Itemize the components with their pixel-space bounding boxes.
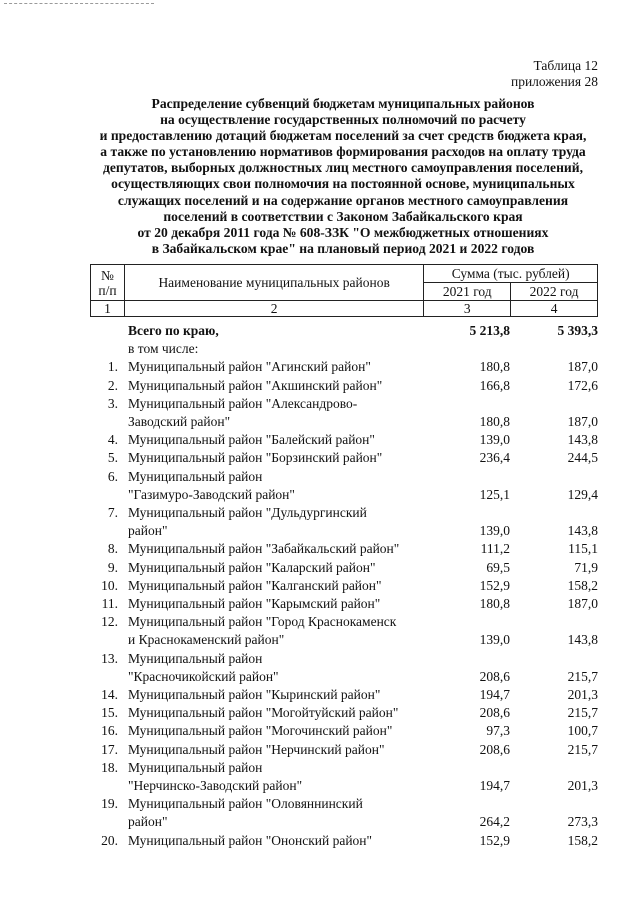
value-2022: 100,7	[567, 723, 598, 739]
value-2021: 180,8	[479, 414, 510, 430]
table-row	[0, 358, 640, 376]
scan-artifact-line	[4, 3, 154, 4]
value-2021: 194,7	[479, 778, 510, 794]
row-number: 13.	[101, 650, 118, 666]
value-2021: 236,4	[479, 450, 510, 466]
table-row	[0, 577, 640, 595]
district-name-line: Муниципальный район "Дульдургинский	[128, 505, 367, 521]
district-name-line: Муниципальный район "Каларский район"	[128, 559, 376, 575]
district-name	[128, 741, 418, 759]
row-number: 19.	[101, 796, 118, 812]
district-name	[128, 650, 418, 686]
title-line: от 20 декабря 2011 года № 608-ЗЗК "О межбюджетных отношениях	[137, 224, 549, 240]
district-name	[128, 795, 418, 831]
row-number: 10.	[101, 577, 118, 593]
table-row	[0, 741, 640, 759]
district-name-line: Муниципальный район "Агинский район"	[128, 359, 371, 375]
value-2022: 187,0	[567, 414, 598, 430]
title-line: осуществляющих свои полномочия на постоянной основе, муниципальных	[111, 176, 575, 192]
title-line: служащих поселений и на содержание органов местного самоуправления	[117, 192, 569, 208]
district-name	[128, 595, 418, 613]
table-row	[0, 504, 640, 540]
district-name	[128, 540, 418, 558]
table-row	[0, 540, 640, 558]
value-2022: 115,1	[568, 541, 598, 557]
district-name-line: Муниципальный район "Оловяннинский	[128, 796, 363, 812]
value-2022: 187,0	[567, 359, 598, 375]
value-2022: 129,4	[567, 486, 598, 502]
row-number: 5.	[107, 450, 118, 466]
district-name-line: Всего по краю,	[128, 323, 219, 338]
value-2022: 215,7	[567, 741, 598, 757]
header-col-3: 3	[424, 301, 511, 317]
district-name	[128, 322, 418, 340]
district-name	[128, 449, 418, 467]
table-row	[0, 431, 640, 449]
value-2021: 264,2	[479, 814, 510, 830]
row-number: 7.	[107, 505, 118, 521]
header-num: № п/п	[91, 265, 125, 301]
table-row	[0, 686, 640, 704]
row-number: 17.	[101, 741, 118, 757]
table-body	[0, 322, 640, 850]
title-line: поселений в соответствии с Законом Забайкальского края	[163, 208, 523, 224]
value-2021: 5 213,8	[469, 323, 510, 338]
row-number: 12.	[101, 614, 118, 630]
table-row	[0, 468, 640, 504]
row-number: 15.	[101, 705, 118, 721]
header-year-2022: 2022 год	[511, 283, 598, 301]
district-name-line: Муниципальный район "Карымский район"	[128, 596, 381, 612]
table-row	[0, 832, 640, 850]
title-line: депутатов, выборных должностных лиц местного самоуправления поселений,	[103, 160, 583, 176]
appendix-reference: приложения 28	[510, 74, 598, 89]
row-number: 6.	[107, 468, 118, 484]
district-name	[128, 832, 418, 850]
value-2021: 139,0	[479, 432, 510, 448]
table-row	[0, 722, 640, 740]
table-row	[0, 650, 640, 686]
district-name	[128, 613, 418, 649]
district-name-line: Муниципальный район "Балейский район"	[128, 432, 375, 448]
title-line: Распределение субвенций бюджетам муниципальных районов	[151, 96, 535, 111]
row-number: 20.	[101, 832, 118, 848]
district-name	[128, 358, 418, 376]
district-name	[128, 686, 418, 704]
district-name	[128, 722, 418, 740]
value-2022: 187,0	[567, 596, 598, 612]
row-number: 3.	[107, 395, 118, 411]
row-number: 4.	[107, 432, 118, 448]
district-name-line: Муниципальный район	[128, 468, 263, 484]
district-name	[128, 468, 418, 504]
value-2021: 152,9	[479, 577, 510, 593]
header-col-1: 1	[91, 301, 125, 317]
district-name-line: Муниципальный район "Ононский район"	[128, 832, 373, 848]
title-line: а также по установлению нормативов формирования расходов на оплату труда	[100, 144, 586, 160]
district-name-line: Муниципальный район "Кыринский район"	[128, 687, 381, 703]
table-row	[0, 322, 640, 340]
district-name-line: в том числе:	[128, 341, 199, 357]
district-name-line: Муниципальный район "Нерчинский район"	[128, 741, 385, 757]
value-2021: 166,8	[479, 377, 510, 393]
district-name-line: Муниципальный район "Борзинский район"	[128, 450, 383, 466]
value-2022: 172,6	[567, 377, 598, 393]
district-name-line: Муниципальный район "Город Краснокаменск	[128, 614, 397, 630]
value-2021: 208,6	[479, 668, 510, 684]
district-name	[128, 431, 418, 449]
header-col-4: 4	[511, 301, 598, 317]
value-2021: 111,2	[480, 541, 510, 557]
table-row	[0, 377, 640, 395]
title-line: на осуществление государственных полномочий по расчету	[160, 112, 526, 128]
value-2022: 215,7	[567, 705, 598, 721]
district-name-line: район"	[128, 523, 168, 539]
value-2021: 125,1	[479, 486, 510, 502]
district-name-line: Муниципальный район "Акшинский район"	[128, 377, 383, 393]
district-name-line: "Красночикойский район"	[128, 668, 279, 684]
row-number: 11.	[101, 596, 118, 612]
district-name-line: и Краснокаменский район"	[128, 632, 285, 648]
district-name	[128, 559, 418, 577]
table-row	[0, 795, 640, 831]
value-2022: 215,7	[567, 668, 598, 684]
value-2022: 143,8	[567, 523, 598, 539]
title-line: и предоставлению дотаций бюджетам поселений за счет средств бюджета края,	[99, 128, 587, 144]
district-name-line: "Нерчинско-Заводский район"	[128, 778, 303, 794]
header-year-2021: 2021 год	[424, 283, 511, 301]
district-name-line: Заводский район"	[128, 414, 231, 430]
row-number: 18.	[101, 759, 118, 775]
district-name-line: Муниципальный район	[128, 759, 263, 775]
district-name-line: Муниципальный район	[128, 650, 263, 666]
value-2021: 194,7	[479, 687, 510, 703]
table-row	[0, 704, 640, 722]
value-2021: 180,8	[479, 359, 510, 375]
table-row	[0, 759, 640, 795]
value-2021: 97,3	[486, 723, 510, 739]
value-2022: 5 393,3	[557, 323, 598, 338]
row-number: 1.	[107, 359, 118, 375]
header-col-2: 2	[124, 301, 423, 317]
value-2022: 158,2	[567, 832, 598, 848]
district-name-line: Муниципальный район "Александрово-	[128, 395, 358, 411]
row-number: 9.	[107, 559, 118, 575]
header-name: Наименование муниципальных районов	[124, 265, 423, 301]
title-line: в Забайкальском крае" на плановый период 2021 и 2022 годов	[151, 240, 535, 256]
table-row	[0, 559, 640, 577]
district-name-line: Муниципальный район "Могочинский район"	[128, 723, 393, 739]
value-2022: 201,3	[567, 778, 598, 794]
district-name	[128, 759, 418, 795]
table-row	[0, 595, 640, 613]
value-2021: 139,0	[479, 523, 510, 539]
row-number: 16.	[101, 723, 118, 739]
value-2022: 143,8	[567, 632, 598, 648]
district-name-line: район"	[128, 814, 168, 830]
value-2021: 208,6	[479, 741, 510, 757]
table-row	[0, 613, 640, 649]
row-number: 2.	[107, 377, 118, 393]
value-2022: 201,3	[567, 687, 598, 703]
row-number: 8.	[107, 541, 118, 557]
table-reference: Таблица 12	[533, 58, 598, 73]
district-name	[128, 504, 418, 540]
header-sum: Сумма (тыс. рублей)	[424, 265, 598, 283]
district-name	[128, 577, 418, 595]
district-name	[128, 340, 418, 358]
value-2022: 143,8	[567, 432, 598, 448]
value-2022: 244,5	[567, 450, 598, 466]
district-name	[128, 395, 418, 431]
value-2021: 208,6	[479, 705, 510, 721]
table-header	[90, 264, 598, 317]
row-number: 14.	[101, 687, 118, 703]
district-name	[128, 377, 418, 395]
value-2021: 152,9	[479, 832, 510, 848]
district-name	[128, 704, 418, 722]
value-2021: 180,8	[479, 596, 510, 612]
value-2022: 71,9	[574, 559, 598, 575]
table-row	[0, 449, 640, 467]
table-row	[0, 395, 640, 431]
document-title	[60, 96, 626, 257]
value-2021: 139,0	[479, 632, 510, 648]
district-name-line: Муниципальный район "Забайкальский район"	[128, 541, 400, 557]
table-row	[0, 340, 640, 358]
value-2021: 69,5	[486, 559, 510, 575]
district-name-line: Муниципальный район "Могойтуйский район"	[128, 705, 399, 721]
district-name-line: "Газимуро-Заводский район"	[128, 486, 295, 502]
value-2022: 273,3	[567, 814, 598, 830]
value-2022: 158,2	[567, 577, 598, 593]
district-name-line: Муниципальный район "Калганский район"	[128, 577, 382, 593]
